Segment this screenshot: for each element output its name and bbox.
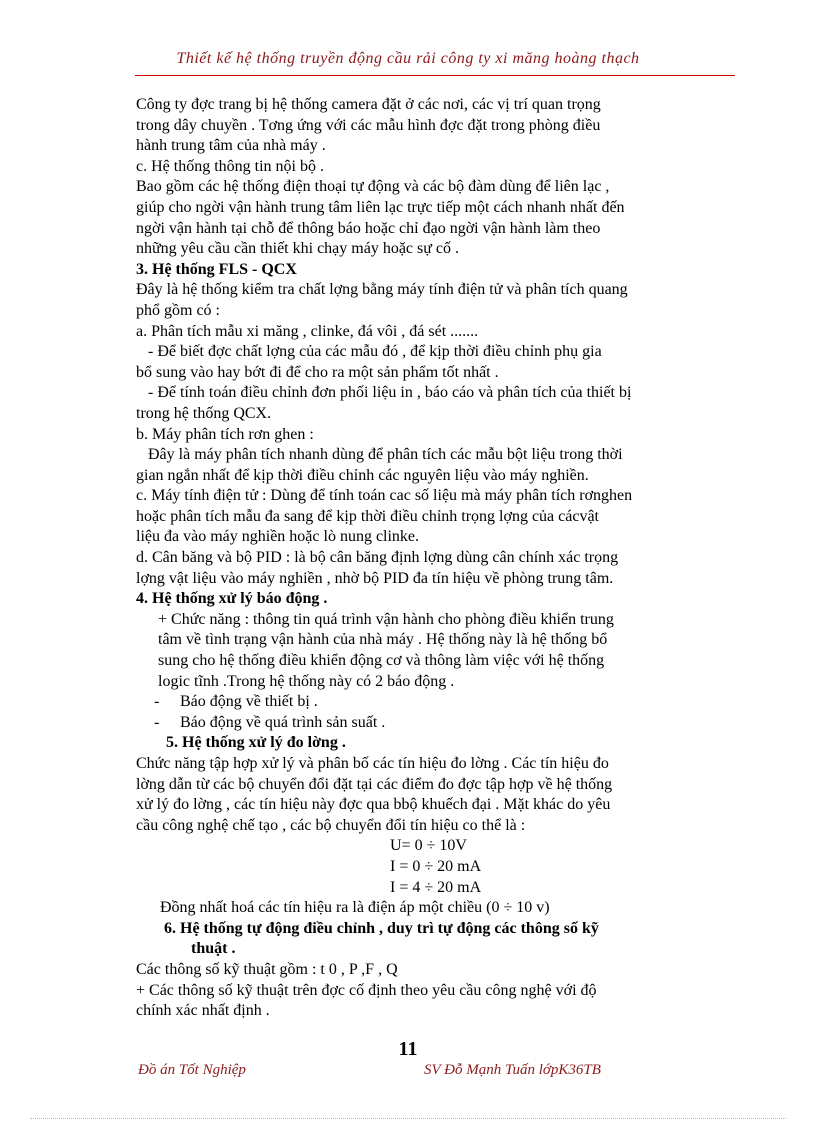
section-heading: 3. Hệ thống FLS - QCX	[136, 260, 297, 278]
text-line: trong hệ thống QCX.	[136, 404, 272, 422]
text-line: c. Hệ thống thông tin nội bộ .	[136, 157, 324, 175]
text-line: + Chức năng : thông tin quá trình vận hành cho phòng điều khiển trung	[158, 610, 614, 628]
text-line: sung cho hệ thống điều khiển động cơ và thông làm việc với hệ thống	[158, 652, 605, 670]
text-line: hoặc phân tích mẫu đa sang để kịp thời điều chỉnh trọng lợng của cácvật	[136, 507, 599, 525]
text-line: b. Máy phân tích rơn ghen :	[136, 425, 314, 443]
page-bottom-edge	[30, 1118, 786, 1119]
text-line: Các thông số kỹ thuật gồm : t 0 , P ,F , Q	[136, 960, 398, 978]
bullet-item	[136, 713, 736, 734]
formula-line: I = 4 ÷ 20 mA	[390, 878, 482, 896]
text-line: những yêu cầu cần thiết khi chạy máy hoặc sự cố .	[136, 240, 460, 258]
text-line: c. Máy tính điện tử : Dùng để tính toán cac số liệu mà máy phân tích rơnghen	[136, 487, 633, 505]
text-line: trong dây chuyền . Tơng ứng với các mẫu hình đợc đặt trong phòng điều	[136, 116, 601, 134]
text-line: + Các thông số kỹ thuật trên đợc cố định theo yêu cầu công nghệ với độ	[136, 981, 597, 999]
text-line: liệu đa vào máy nghiền hoặc lò nung clinke.	[136, 528, 420, 546]
text-line: Đây là máy phân tích nhanh dùng để phân tích các mẫu bột liệu trong thời	[148, 446, 623, 464]
text-line: Công ty đợc trang bị hệ thống camera đặt ở các nơi, các vị trí quan trọng	[136, 96, 601, 113]
text-line: bổ sung vào hay bớt đi để cho ra một sản phẩm tốt nhất .	[136, 363, 499, 381]
text-line: cầu công nghệ chế tạo , các bộ chuyển đổi tín hiệu co thể là :	[136, 816, 526, 834]
section-heading: 5. Hệ thống xử lý đo lờng .	[166, 734, 346, 752]
page-body	[136, 95, 736, 1022]
text-line: Đồng nhất hoá các tín hiệu ra là điện áp một chiều (0 ÷ 10 v)	[160, 899, 550, 917]
text-line: d. Cân băng và bộ PID : là bộ cân băng định lợng dùng cân chính xác trọng	[136, 549, 619, 567]
text-line: lờng dẫn từ các bộ chuyển đổi đặt tại các điểm đo đợc tập hợp về hệ thống	[136, 775, 613, 793]
bullet-dash: -	[154, 693, 160, 711]
section-heading: 4. Hệ thống xử lý báo động .	[136, 590, 328, 608]
formula-line: U= 0 ÷ 10V	[390, 837, 467, 855]
footer-right: SV Đỗ Mạnh Tuấn lớpK36TB	[424, 1062, 601, 1078]
bullet-text: Báo động về quá trình sản suất .	[180, 713, 386, 731]
text-line: gian ngắn nhất để kịp thời điều chỉnh các nguyên liệu vào máy nghiền.	[136, 466, 589, 484]
text-line: phổ gồm có :	[136, 301, 220, 319]
bullet-text: Báo động về thiết bị .	[180, 693, 318, 711]
running-header: Thiết kế hệ thống truyền động cầu rải công ty xi măng hoàng thạch	[176, 50, 640, 67]
header-rule	[135, 75, 735, 76]
page-number: 11	[398, 1038, 418, 1060]
text-line: - Để biết đợc chất lợng của các mẫu đó , để kịp thời điều chỉnh phụ gia	[148, 343, 602, 361]
footer-left: Đồ án Tốt Nghiệp	[138, 1062, 246, 1078]
text-line: Đây là hệ thống kiểm tra chất lợng bằng máy tính điện tử và phân tích quang	[136, 281, 628, 299]
text-line: hành trung tâm của nhà máy .	[136, 137, 326, 155]
text-line: chính xác nhất định .	[136, 1002, 270, 1020]
bullet-item	[136, 692, 736, 713]
text-line: lợng vật liệu vào máy nghiền , nhờ bộ PID đa tín hiệu về phòng trung tâm.	[136, 569, 614, 587]
text-line: Chức năng tập hợp xử lý và phân bố các tín hiệu đo lờng . Các tín hiệu đo	[136, 755, 609, 772]
text-line: logic tĩnh .Trong hệ thống này có 2 báo động .	[158, 672, 455, 690]
section-heading: 6. Hệ thống tự động điều chỉnh , duy trì tự động các thông số kỹ	[164, 919, 599, 937]
text-line: giúp cho ngời vận hành trung tâm liên lạc trực tiếp một cách nhanh nhất đến	[136, 198, 625, 216]
text-line: xử lý đo lờng , các tín hiệu này đợc qua bbộ khuếch đại . Mặt khác do yêu	[136, 796, 611, 814]
section-heading-continued: thuật .	[191, 940, 236, 958]
text-line: a. Phân tích mẫu xi măng , clinke, đá vôi , đá sét .......	[136, 322, 479, 340]
formula-line: I = 0 ÷ 20 mA	[390, 857, 482, 875]
text-line: Bao gồm các hệ thống điện thoại tự động và các bộ đàm dùng để liên lạc ,	[136, 178, 610, 196]
text-line: tâm về tình trạng vận hành của nhà máy . Hệ thống này là hệ thống bổ	[158, 631, 608, 649]
text-line: - Để tính toán điều chỉnh đơn phối liệu in , báo cáo và phân tích của thiết bị	[148, 384, 632, 402]
text-line: ngời vận hành tại chỗ để thông báo hoặc chỉ đạo ngời vận hành làm theo	[136, 219, 601, 237]
bullet-dash: -	[154, 713, 160, 731]
